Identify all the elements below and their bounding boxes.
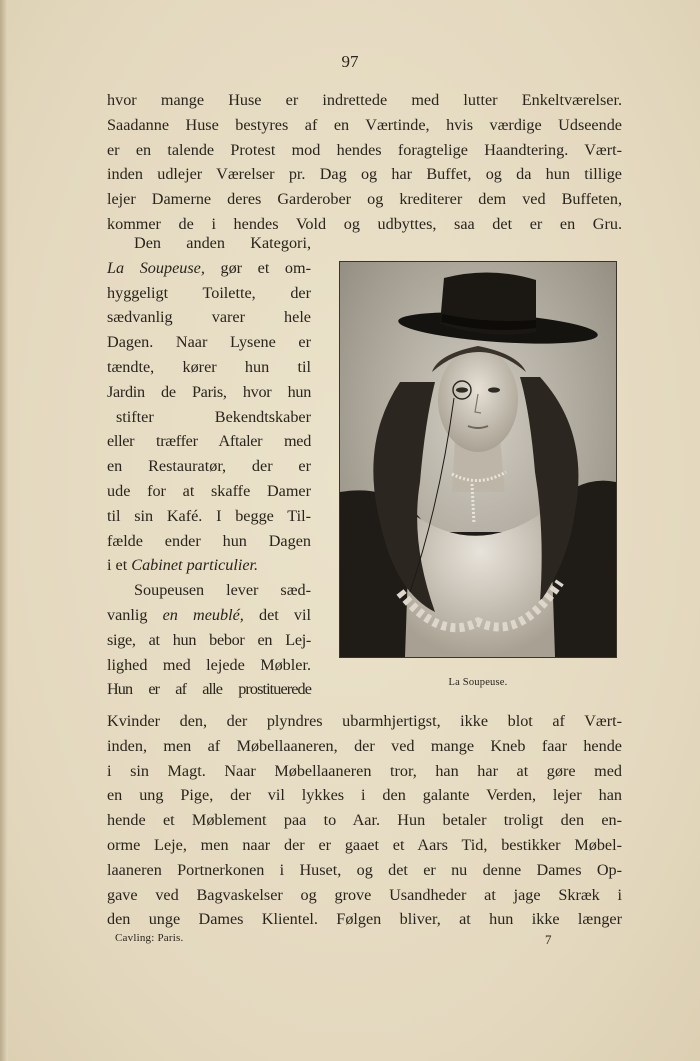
page-binding-edge [0,0,8,1061]
wrapped-column [107,231,311,702]
bottom-paragraph [107,709,622,932]
text-line: Soupeusen lever sæd- [134,581,311,600]
italic-term: en meublé, [162,605,244,624]
text-line: hende et Møblement paa to Aar. Hun betaler troligt den en- [107,811,622,830]
text-line: Den anden Kategori, [134,234,311,252]
text-line: Jardin de Paris, hvor hun [107,382,311,401]
text-line: lejer Damerne deres Garderober og krediterer dem ved Buffeten, [107,190,622,209]
text-line: orme Leje, men naar der er gaaet et Aars Tid, bestikker Møbel- [107,835,622,854]
text-line: eller træffer Aftaler med [107,432,311,451]
text-line: hyggeligt Toilette, der [107,283,311,302]
text-line: sædvanlig varer hele [107,308,311,327]
text-line: vanlig en meublé, det vil [107,605,312,624]
text-line: inden, men af Møbellaaneren, der ved mange Kneb faar hende [107,736,622,755]
text-line: ude for at skaffe Damer [107,481,311,500]
text-line: stifter Bekendtskaber [116,407,311,426]
text-line: Saadanne Huse bestyres af en Værtinde, hvis værdige Udseende [107,115,622,134]
text-line: sige, at hun bebor en Lej- [107,630,311,649]
italic-term: Cabinet particulier. [131,556,259,575]
text-line: er en talende Protest mod hendes foragtelige Haandtering. Vært- [107,140,622,159]
text-line: Dagen. Naar Lysene er [107,333,311,352]
text-line: laaneren Portnerkonen i Huset, og det er nu denne Dames Op- [107,860,622,879]
text-line: lighed med lejede Møbler. [107,655,311,674]
text-line: kommer de i hendes Vold og udbyttes, saa det er en Gru. [107,214,622,233]
portrait-photograph [339,261,617,658]
page-number: 97 [341,52,359,71]
text-line: i et Cabinet particulier. [107,556,259,575]
text-line: den unge Dames Klientel. Følgen bliver, at hun ikke længer [107,910,622,929]
signature-mark: Cavling: Paris. [115,932,184,944]
text-line: La Soupeuse, gør et om- [107,258,311,277]
text-line: hvor mange Huse er indrettede med lutter Enkeltværelser. [107,91,622,109]
text-line: en ung Pige, der vil lykkes i den galante Verden, lejer han [107,786,622,805]
italic-term: La Soupeuse, [107,258,205,277]
text-line: fælde ender hun Dagen [107,531,311,550]
signature-number: 7 [545,932,552,947]
text-line: Kvinder den, der plyndres ubarmhjertigst, ikke blot af Vært- [107,712,622,730]
text-line: inden udlejer Værelser pr. Dag og har Buffet, og da hun tillige [107,165,622,184]
text-line: en Restauratør, der er [107,457,311,476]
top-paragraph [107,88,622,237]
portrait-illustration [340,262,616,657]
text-line: i sin Magt. Naar Møbellaaneren tror, han har at gøre med [107,761,622,780]
figure-caption: La Soupeuse. [448,677,508,688]
text-line: tændte, kører hun til [107,357,311,376]
text-line: Hun er af alle prostituerede [107,680,311,699]
text-line: gave ved Bagvaskelser og grove Usandheder at jage Skræk i [107,885,622,904]
text-line: til sin Kafé. I begge Til- [107,506,311,525]
